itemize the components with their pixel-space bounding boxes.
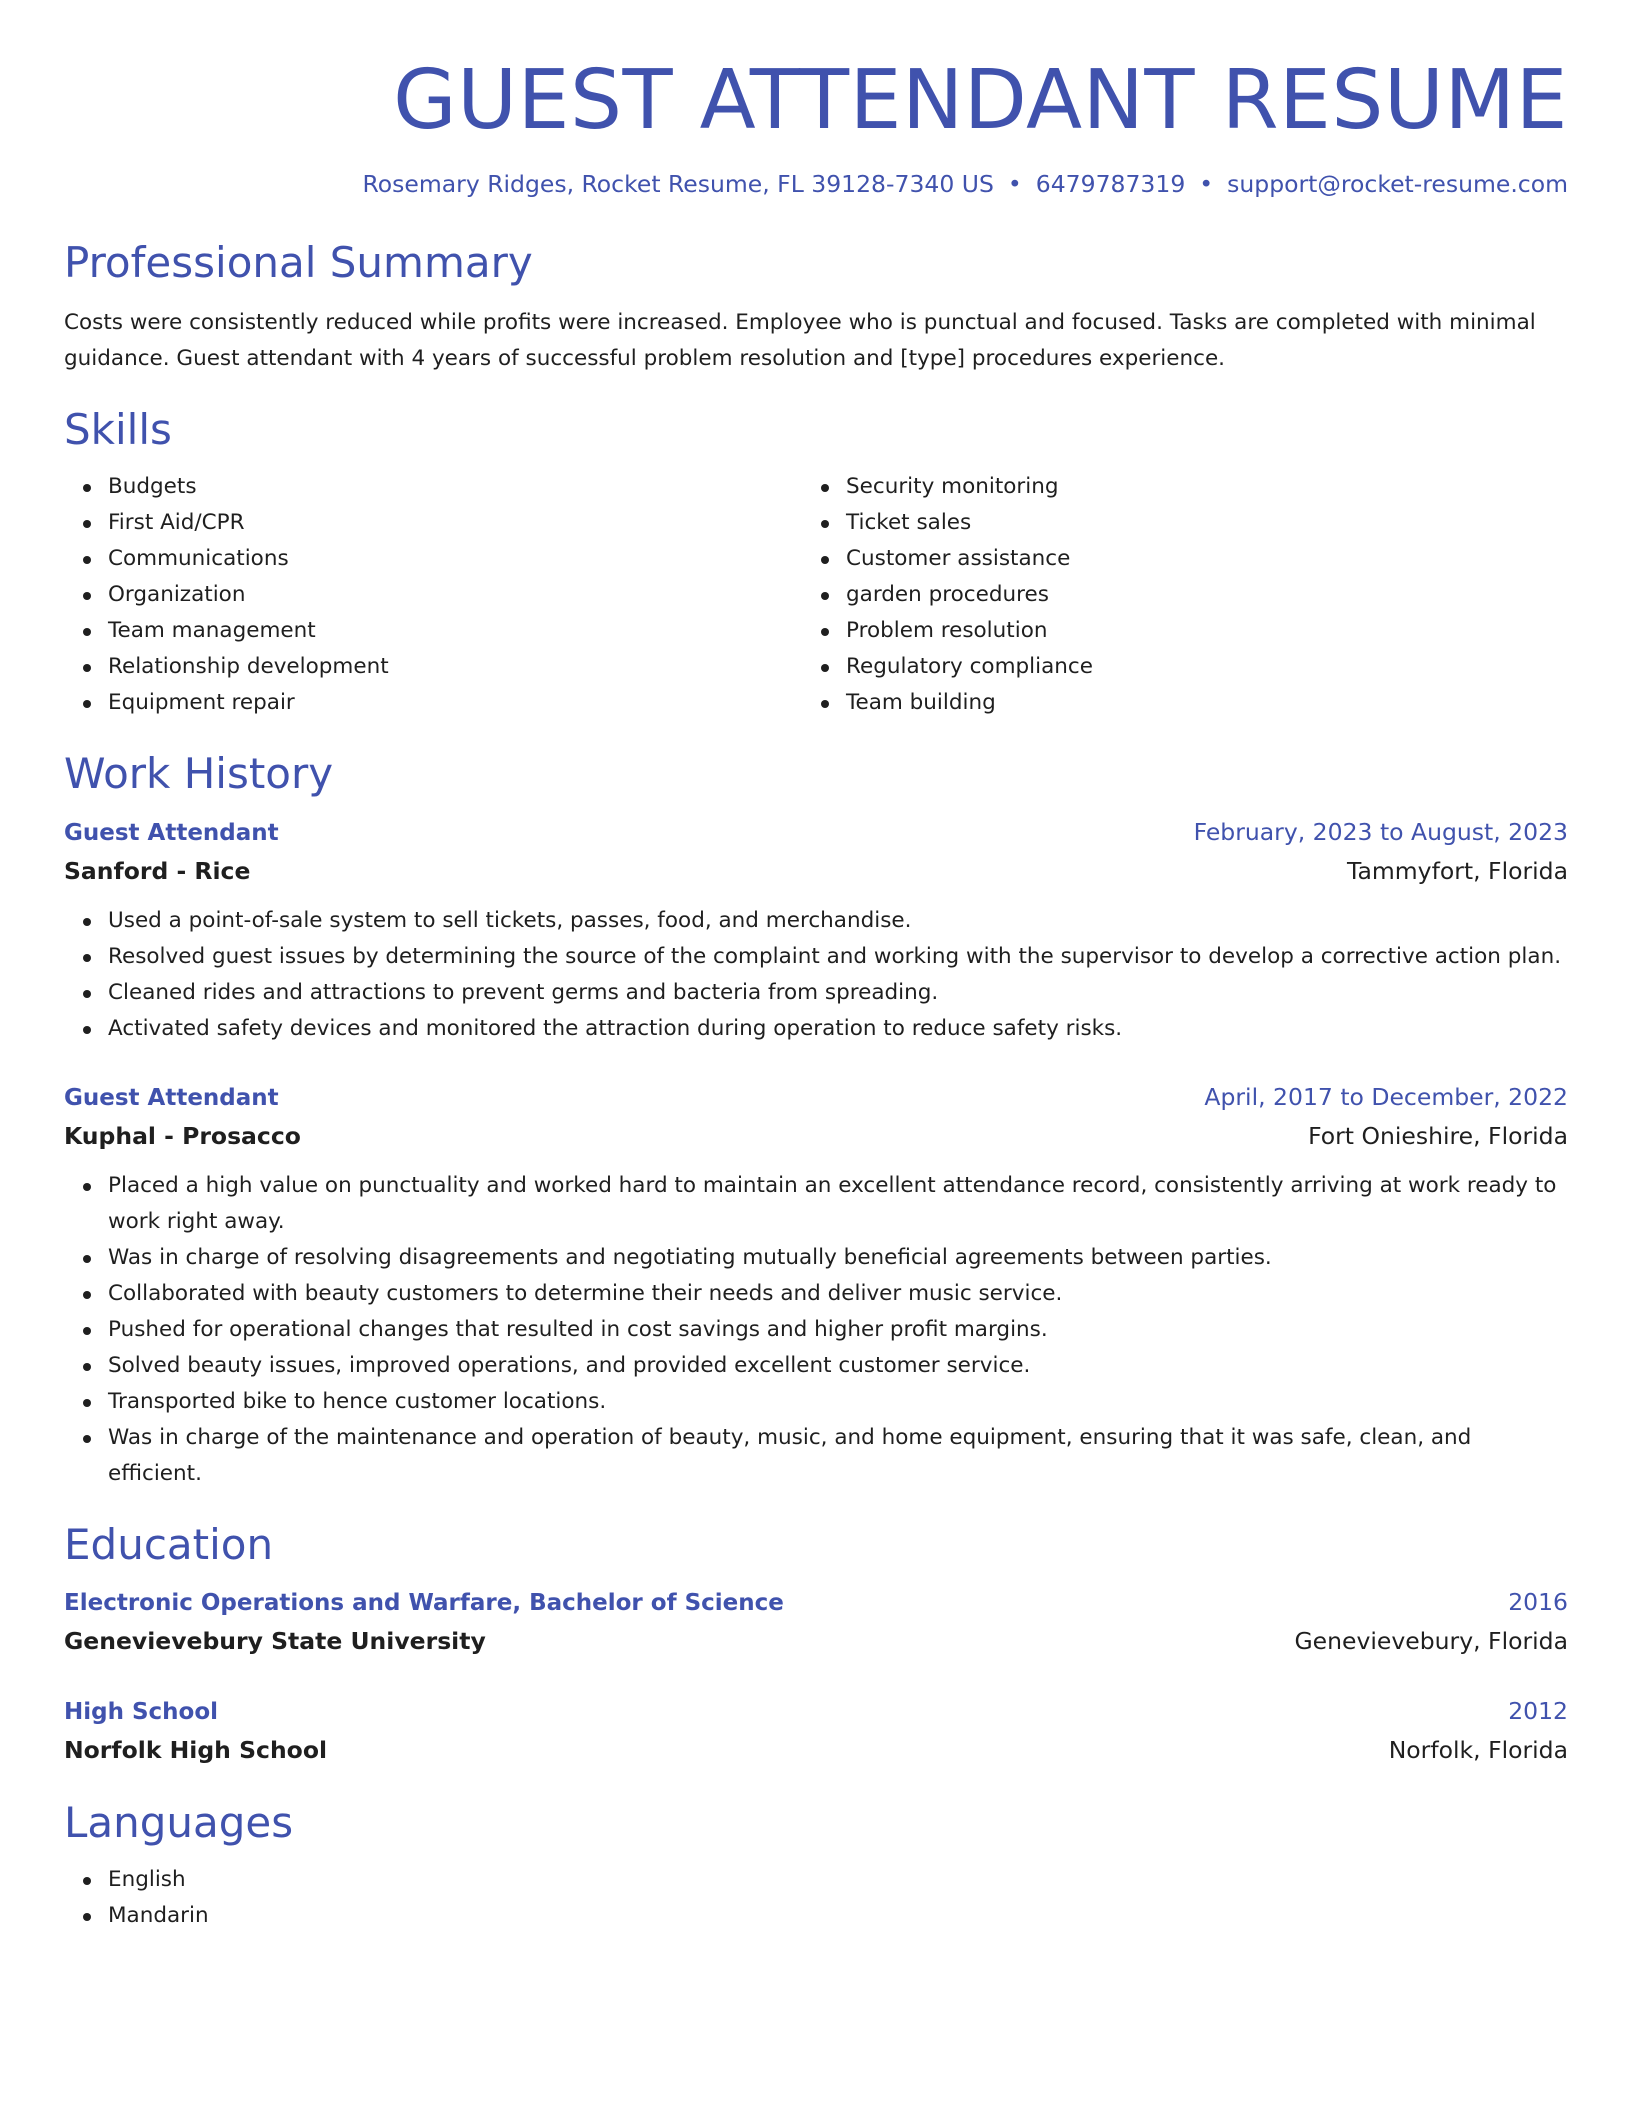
job-duties (64, 903, 1568, 1047)
job-location: Fort Onieshire, Florida (1308, 1121, 1568, 1150)
skill-item: Organization (108, 577, 802, 613)
contact-separator: • (1007, 170, 1022, 199)
job-title-row (64, 1079, 1568, 1116)
resume-title: GUEST ATTENDANT RESUME (393, 53, 1568, 148)
job-title: Guest Attendant (64, 1084, 279, 1111)
work-heading: Work History (64, 749, 334, 799)
summary-text: Costs were consistently reduced while profits were increased. Employee who is punctual and focused. Tasks are completed with minimal guidance. Guest attendant with 4 years of successful problem resolution and [type] procedures experience. (64, 309, 1536, 371)
duty-item: Cleaned rides and attractions to prevent germs and bacteria from spreading. (108, 975, 1568, 1011)
job-company: Kuphal - Prosacco (64, 1121, 301, 1150)
education-entry (64, 1584, 1568, 1661)
skill-item: Security monitoring (846, 469, 1540, 505)
languages-list (64, 1862, 1568, 1934)
duty-item: Pushed for operational changes that resulted in cost savings and higher profit margins. (108, 1312, 1568, 1348)
education-location: Genevievebury, Florida (1294, 1626, 1568, 1655)
skills-list-right (802, 469, 1540, 721)
skill-item: Regulatory compliance (846, 649, 1540, 685)
duty-item: Placed a high value on punctuality and worked hard to maintain an excellent attendance record, consistently arriving at work ready to work right away. (108, 1168, 1568, 1240)
duty-item: Solved beauty issues, improved operations, and provided excellent customer service. (108, 1348, 1568, 1384)
skill-item: Team building (846, 685, 1540, 721)
job-title: Guest Attendant (64, 819, 279, 846)
skills-heading: Skills (64, 404, 172, 454)
work-section (64, 749, 1568, 1491)
skill-item: Team management (108, 613, 802, 649)
summary-section (64, 238, 1568, 376)
job-company-row (64, 1116, 1568, 1156)
duty-item: Collaborated with beauty customers to determine their needs and deliver music service. (108, 1276, 1568, 1312)
job-entry (64, 814, 1568, 1047)
skills-grid (64, 469, 1568, 721)
skill-item: Relationship development (108, 649, 802, 685)
language-item: Mandarin (108, 1898, 1568, 1934)
job-dates: February, 2023 to August, 2023 (1193, 817, 1568, 846)
skill-item: Communications (108, 541, 802, 577)
education-heading: Education (64, 1519, 274, 1569)
education-entry (64, 1693, 1568, 1770)
summary-heading: Professional Summary (64, 238, 533, 288)
job-title-row (64, 814, 1568, 851)
skill-item: garden procedures (846, 577, 1540, 613)
skills-column-left (64, 469, 802, 721)
resume-header (64, 52, 1568, 198)
skills-column-right (802, 469, 1540, 721)
languages-section (64, 1798, 1568, 1934)
job-entry (64, 1079, 1568, 1492)
skill-item: Budgets (108, 469, 802, 505)
education-degree: High School (64, 1698, 219, 1725)
job-company: Sanford - Rice (64, 856, 251, 885)
education-location: Norfolk, Florida (1388, 1735, 1568, 1764)
skill-item: Ticket sales (846, 505, 1540, 541)
contact-address: Rosemary Ridges, Rocket Resume, FL 39128-7340 US (362, 170, 994, 199)
job-duties (64, 1168, 1568, 1492)
contact-line (64, 170, 1568, 198)
duty-item: Was in charge of resolving disagreements and negotiating mutually beneficial agreements between parties. (108, 1240, 1568, 1276)
education-section (64, 1520, 1568, 1770)
contact-separator: • (1199, 170, 1214, 199)
education-school-row (64, 1730, 1568, 1770)
skill-item: Customer assistance (846, 541, 1540, 577)
education-year: 2016 (1508, 1587, 1568, 1616)
contact-phone: 6479787319 (1035, 170, 1186, 199)
education-school: Norfolk High School (64, 1735, 328, 1764)
duty-item: Resolved guest issues by determining the source of the complaint and working with the supervisor to develop a corrective action plan. (108, 939, 1568, 975)
duty-item: Was in charge of the maintenance and operation of beauty, music, and home equipment, ensuring that it was safe, clean, and efficient. (108, 1420, 1568, 1492)
job-location: Tammyfort, Florida (1347, 856, 1568, 885)
duty-item: Used a point-of-sale system to sell tickets, passes, food, and merchandise. (108, 903, 1568, 939)
education-degree-row (64, 1693, 1568, 1730)
education-degree-row (64, 1584, 1568, 1621)
job-dates: April, 2017 to December, 2022 (1204, 1082, 1568, 1111)
languages-heading: Languages (64, 1797, 294, 1847)
education-year: 2012 (1508, 1696, 1568, 1725)
contact-email: support@rocket-resume.com (1227, 170, 1568, 199)
skill-item: Problem resolution (846, 613, 1540, 649)
education-degree: Electronic Operations and Warfare, Bachelor of Science (64, 1589, 784, 1616)
job-company-row (64, 851, 1568, 891)
skills-section (64, 405, 1568, 721)
skills-list-left (64, 469, 802, 721)
education-school-row (64, 1621, 1568, 1661)
duty-item: Transported bike to hence customer locations. (108, 1384, 1568, 1420)
language-item: English (108, 1862, 1568, 1898)
duty-item: Activated safety devices and monitored the attraction during operation to reduce safety risks. (108, 1011, 1568, 1047)
education-school: Genevievebury State University (64, 1626, 486, 1655)
skill-item: First Aid/CPR (108, 505, 802, 541)
skill-item: Equipment repair (108, 685, 802, 721)
